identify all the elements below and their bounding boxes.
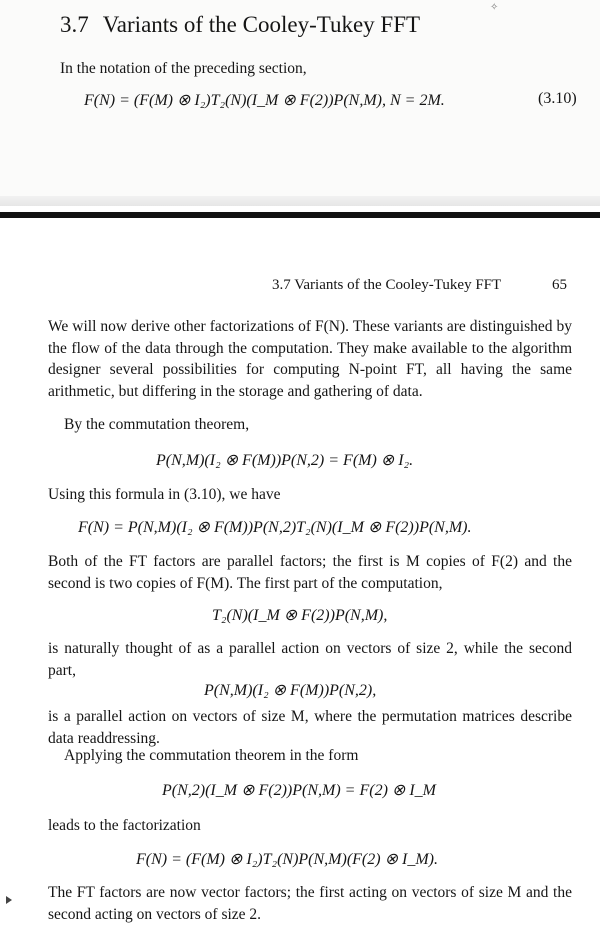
scan-speck: ✧ — [490, 2, 499, 13]
running-head: 3.7 Variants of the Cooley-Tukey FFT — [272, 277, 502, 293]
equation-factorization-2: F(N) = (F(M) ⊗ I₂)T₂(N)P(N,M)(F(2) ⊗ I_M). — [136, 851, 438, 868]
section-heading — [60, 12, 420, 38]
page-gap — [0, 196, 600, 206]
paragraph-7: Applying the commutation theorem in the form — [64, 747, 359, 764]
equation-commutation-2: P(N,2)(I_M ⊗ F(2))P(N,M) = F(2) ⊗ I_M — [162, 782, 436, 799]
equation-3-10: F(N) = (F(M) ⊗ I₂)T₂(N)(I_M ⊗ F(2))P(N,M), N = 2M. — [84, 92, 445, 109]
equation-first-part: T₂(N)(I_M ⊗ F(2))P(N,M), — [212, 607, 388, 624]
equation-factorization-1: F(N) = P(N,M)(I₂ ⊗ F(M))P(N,2)T₂(N)(I_M ⊗ F(2))P(N,M). — [78, 519, 472, 536]
page-number: 65 — [552, 277, 567, 293]
paragraph-2: By the commutation theorem, — [64, 416, 250, 433]
paragraph-3: Using this formula in (3.10), we have — [48, 486, 281, 503]
intro-text: In the notation of the preceding section, — [60, 60, 307, 77]
paragraph-6: is a parallel action on vectors of size M, where the permutation matrices describe data readdressing. — [48, 708, 572, 747]
equation-commutation: P(N,M)(I₂ ⊗ F(M))P(N,2) = F(M) ⊗ I₂. — [156, 452, 414, 469]
equation-second-part: P(N,M)(I₂ ⊗ F(M))P(N,2), — [204, 682, 377, 699]
paragraph-1: We will now derive other factorizations of F(N). These variants are distinguished by the flow of the data through the computation. They make available to the algorithm designer several possibilities for computing N-point FT, all having the same arithmetic, but differing in the storage and gathering of data. — [48, 318, 572, 400]
paragraph-4: Both of the FT factors are parallel factors; the first is M copies of F(2) and the second is two copies of F(M). The first part of the computation, — [48, 553, 572, 592]
equation-number: (3.10) — [538, 90, 577, 107]
section-number: 3.7 — [60, 12, 89, 37]
paragraph-8: leads to the factorization — [48, 817, 201, 834]
paragraph-5: is naturally thought of as a parallel action on vectors of size 2, while the second part, — [48, 640, 572, 679]
paragraph-9: The FT factors are now vector factors; the first acting on vectors of size M and the second acting on vectors of size 2. — [48, 884, 572, 923]
section-title: Variants of the Cooley-Tukey FFT — [102, 12, 421, 37]
